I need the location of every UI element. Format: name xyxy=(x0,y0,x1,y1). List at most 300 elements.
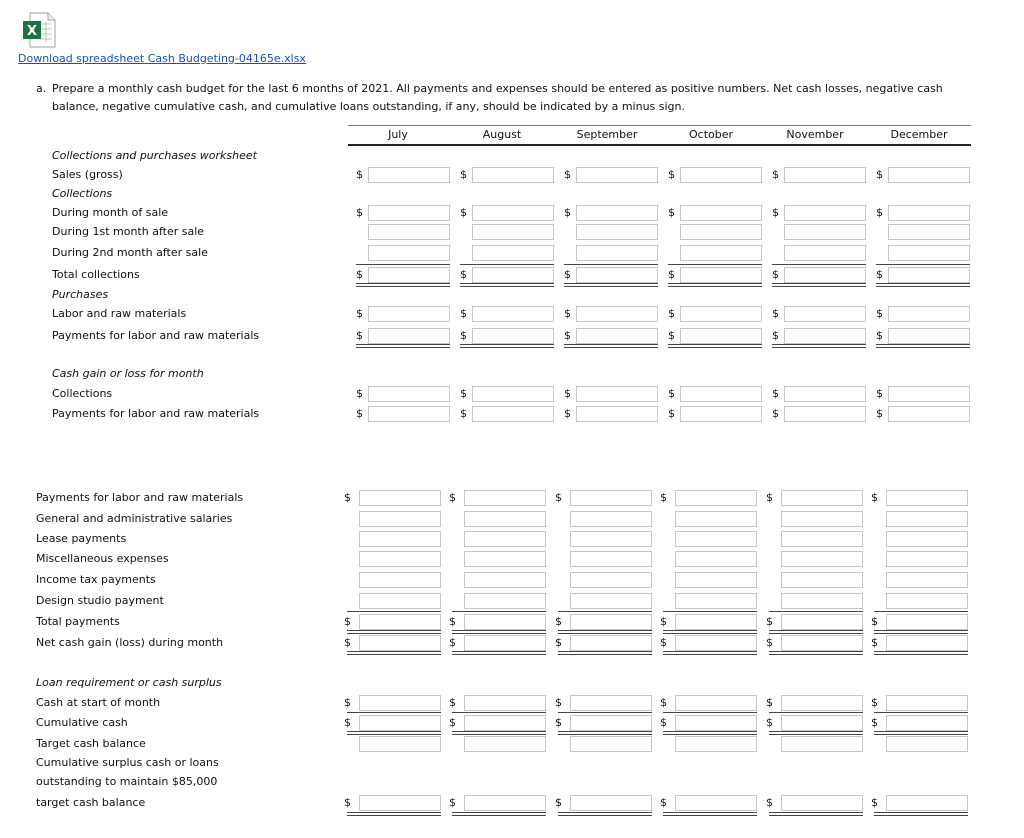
dollar-sign: $ xyxy=(871,491,878,504)
input-during-1st-month-after-sale-october[interactable] xyxy=(680,224,762,240)
input-collections-august[interactable] xyxy=(472,386,554,402)
dollar-sign: $ xyxy=(356,329,363,342)
cumulative-cash-rule xyxy=(769,731,863,732)
input-design-studio-payment-july[interactable] xyxy=(359,593,441,609)
dollar-sign: $ xyxy=(555,615,562,628)
net-cash-rule xyxy=(558,651,652,652)
row-label-cash-gain-or-loss-for-month: Cash gain or loss for month xyxy=(52,367,204,380)
input-target-cash-balance-september[interactable] xyxy=(570,736,652,752)
dollar-sign: $ xyxy=(564,387,571,400)
total-payments-rule-double xyxy=(874,633,968,634)
input-lease-payments-august[interactable] xyxy=(464,531,546,547)
input-collections-november[interactable] xyxy=(784,386,866,402)
input-target-cash-balance-august[interactable] xyxy=(464,795,546,811)
input-target-cash-balance-december[interactable] xyxy=(886,795,968,811)
input-miscellaneous-expenses-july[interactable] xyxy=(359,551,441,567)
total-payments-rule xyxy=(769,630,863,631)
input-total-payments-november[interactable] xyxy=(781,614,863,630)
dollar-sign: $ xyxy=(449,615,456,628)
total-rule-top xyxy=(460,283,554,284)
input-cumulative-cash-december[interactable] xyxy=(886,715,968,731)
net-cash-rule-double xyxy=(874,654,968,655)
total-payments-rule xyxy=(663,630,757,631)
payments-rule-top-double xyxy=(876,347,970,348)
input-payments-for-labor-and-raw-materials-july[interactable] xyxy=(359,490,441,506)
total-rule-top-double xyxy=(460,286,554,287)
dollar-sign: $ xyxy=(356,407,363,420)
dollar-sign: $ xyxy=(668,268,675,281)
dollar-sign: $ xyxy=(555,696,562,709)
input-sales-gross-september[interactable] xyxy=(576,167,658,183)
input-collections-october[interactable] xyxy=(680,386,762,402)
input-cash-at-start-of-month-october[interactable] xyxy=(675,695,757,711)
dollar-sign: $ xyxy=(876,268,883,281)
row-label-outstanding-to-maintain-85-000: outstanding to maintain $85,000 xyxy=(36,775,218,788)
surplus-rule xyxy=(769,812,863,813)
payments-rule-top-double xyxy=(668,347,762,348)
surplus-rule xyxy=(663,812,757,813)
total-payments-rule-double xyxy=(347,633,441,634)
dollar-sign: $ xyxy=(876,329,883,342)
download-spreadsheet-link[interactable]: Download spreadsheet Cash Budgeting-04165e.xlsx xyxy=(18,52,306,65)
total-rule-top xyxy=(356,283,450,284)
input-target-cash-balance-october[interactable] xyxy=(675,736,757,752)
column-header-july: July xyxy=(388,128,408,141)
input-collections-september[interactable] xyxy=(576,386,658,402)
input-sales-gross-november[interactable] xyxy=(784,167,866,183)
cumulative-cash-rule xyxy=(452,731,546,732)
input-payments-for-labor-and-raw-materials-november[interactable] xyxy=(784,328,866,344)
input-lease-payments-september[interactable] xyxy=(570,531,652,547)
dollar-sign: $ xyxy=(668,407,675,420)
row-label-total-payments: Total payments xyxy=(36,615,120,628)
input-general-and-administrative-salaries-september[interactable] xyxy=(570,511,652,527)
dollar-sign: $ xyxy=(555,716,562,729)
row-label-income-tax-payments: Income tax payments xyxy=(36,573,156,586)
total-rule-top xyxy=(668,283,762,284)
input-design-studio-payment-october[interactable] xyxy=(675,593,757,609)
input-payments-for-labor-and-raw-materials-august[interactable] xyxy=(472,328,554,344)
cumulative-cash-rule-double xyxy=(874,734,968,735)
input-target-cash-balance-july[interactable] xyxy=(359,795,441,811)
cumulative-cash-rule xyxy=(558,731,652,732)
net-cash-rule-double xyxy=(769,654,863,655)
net-cash-rule-double xyxy=(558,654,652,655)
row-label-purchases: Purchases xyxy=(52,288,109,301)
dollar-sign: $ xyxy=(766,636,773,649)
subtotal-rule-bottom xyxy=(347,611,441,612)
row-label-collections: Collections xyxy=(52,387,113,400)
input-general-and-administrative-salaries-december[interactable] xyxy=(886,511,968,527)
dollar-sign: $ xyxy=(772,407,779,420)
net-cash-rule xyxy=(769,651,863,652)
input-sales-gross-october[interactable] xyxy=(680,167,762,183)
dollar-sign: $ xyxy=(460,168,467,181)
input-payments-for-labor-and-raw-materials-august[interactable] xyxy=(472,406,554,422)
input-during-month-of-sale-july[interactable] xyxy=(368,205,450,221)
input-payments-for-labor-and-raw-materials-december[interactable] xyxy=(888,328,970,344)
input-during-month-of-sale-december[interactable] xyxy=(888,205,970,221)
dollar-sign: $ xyxy=(555,491,562,504)
input-cash-at-start-of-month-december[interactable] xyxy=(886,695,968,711)
input-payments-for-labor-and-raw-materials-july[interactable] xyxy=(368,406,450,422)
input-total-collections-august[interactable] xyxy=(472,267,554,283)
row-label-miscellaneous-expenses: Miscellaneous expenses xyxy=(36,552,169,565)
input-design-studio-payment-september[interactable] xyxy=(570,593,652,609)
total-rule-top-double xyxy=(772,286,866,287)
input-general-and-administrative-salaries-august[interactable] xyxy=(464,511,546,527)
input-design-studio-payment-august[interactable] xyxy=(464,593,546,609)
surplus-rule-double xyxy=(874,815,968,816)
input-payments-for-labor-and-raw-materials-october[interactable] xyxy=(675,490,757,506)
surplus-rule-double xyxy=(558,815,652,816)
dollar-sign: $ xyxy=(668,168,675,181)
excel-icon[interactable] xyxy=(22,12,56,48)
input-during-2nd-month-after-sale-september[interactable] xyxy=(576,245,658,261)
dollar-sign: $ xyxy=(449,636,456,649)
dollar-sign: $ xyxy=(871,716,878,729)
input-target-cash-balance-october[interactable] xyxy=(675,795,757,811)
input-lease-payments-december[interactable] xyxy=(886,531,968,547)
input-income-tax-payments-july[interactable] xyxy=(359,572,441,588)
cash-start-rule xyxy=(769,712,863,713)
row-label-collections-and-purchases-worksheet: Collections and purchases worksheet xyxy=(52,149,257,162)
input-cumulative-cash-september[interactable] xyxy=(570,715,652,731)
input-miscellaneous-expenses-december[interactable] xyxy=(886,551,968,567)
cumulative-cash-rule xyxy=(663,731,757,732)
input-payments-for-labor-and-raw-materials-november[interactable] xyxy=(784,406,866,422)
dollar-sign: $ xyxy=(449,796,456,809)
row-label-payments-for-labor-and-raw-materials: Payments for labor and raw materials xyxy=(52,407,260,420)
row-label-during-month-of-sale: During month of sale xyxy=(52,206,169,219)
input-miscellaneous-expenses-november[interactable] xyxy=(781,551,863,567)
input-design-studio-payment-november[interactable] xyxy=(781,593,863,609)
input-target-cash-balance-august[interactable] xyxy=(464,736,546,752)
row-label-cumulative-surplus-cash-or-loans: Cumulative surplus cash or loans xyxy=(36,756,219,769)
payments-rule-top xyxy=(876,344,970,345)
total-rule-top-double xyxy=(564,286,658,287)
table-top-rule xyxy=(348,125,971,126)
payments-rule-top-double xyxy=(356,347,450,348)
dollar-sign: $ xyxy=(871,615,878,628)
surplus-rule xyxy=(452,812,546,813)
dollar-sign: $ xyxy=(356,307,363,320)
surplus-rule-double xyxy=(452,815,546,816)
total-payments-rule-double xyxy=(663,633,757,634)
payments-rule-top-double xyxy=(564,347,658,348)
input-income-tax-payments-september[interactable] xyxy=(570,572,652,588)
input-during-1st-month-after-sale-november[interactable] xyxy=(784,224,866,240)
input-during-1st-month-after-sale-july[interactable] xyxy=(368,224,450,240)
column-header-december: December xyxy=(890,128,948,141)
payments-rule-top xyxy=(564,344,658,345)
cumulative-cash-rule-double xyxy=(769,734,863,735)
subtotal-rule-top xyxy=(460,264,554,265)
input-total-collections-december[interactable] xyxy=(888,267,970,283)
total-payments-rule xyxy=(452,630,546,631)
input-net-cash-gain-loss-during-month-september[interactable] xyxy=(570,635,652,651)
dollar-sign: $ xyxy=(876,307,883,320)
input-labor-and-raw-materials-july[interactable] xyxy=(368,306,450,322)
input-net-cash-gain-loss-during-month-august[interactable] xyxy=(464,635,546,651)
column-header-september: September xyxy=(576,128,638,141)
input-net-cash-gain-loss-during-month-october[interactable] xyxy=(675,635,757,651)
input-target-cash-balance-november[interactable] xyxy=(781,795,863,811)
row-label-general-and-administrative-salaries: General and administrative salaries xyxy=(36,512,233,525)
input-payments-for-labor-and-raw-materials-july[interactable] xyxy=(368,328,450,344)
payments-rule-top xyxy=(356,344,450,345)
dollar-sign: $ xyxy=(668,387,675,400)
dollar-sign: $ xyxy=(766,491,773,504)
cumulative-cash-rule xyxy=(347,731,441,732)
input-lease-payments-october[interactable] xyxy=(675,531,757,547)
total-payments-rule-double xyxy=(558,633,652,634)
input-collections-july[interactable] xyxy=(368,386,450,402)
input-labor-and-raw-materials-december[interactable] xyxy=(888,306,970,322)
dollar-sign: $ xyxy=(460,329,467,342)
dollar-sign: $ xyxy=(660,491,667,504)
row-label-sales-gross: Sales (gross) xyxy=(52,168,123,181)
input-during-2nd-month-after-sale-december[interactable] xyxy=(888,245,970,261)
input-total-payments-december[interactable] xyxy=(886,614,968,630)
dollar-sign: $ xyxy=(668,206,675,219)
subtotal-rule-bottom xyxy=(452,611,546,612)
input-during-month-of-sale-november[interactable] xyxy=(784,205,866,221)
instruction-tag: a. xyxy=(36,82,47,95)
cash-start-rule xyxy=(558,712,652,713)
instruction xyxy=(36,80,966,116)
dollar-sign: $ xyxy=(344,615,351,628)
input-total-payments-october[interactable] xyxy=(675,614,757,630)
subtotal-rule-bottom xyxy=(558,611,652,612)
surplus-rule xyxy=(558,812,652,813)
row-label-during-1st-month-after-sale: During 1st month after sale xyxy=(52,225,205,238)
dollar-sign: $ xyxy=(772,268,779,281)
input-total-collections-september[interactable] xyxy=(576,267,658,283)
surplus-rule xyxy=(874,812,968,813)
column-header-november: November xyxy=(786,128,844,141)
input-during-2nd-month-after-sale-october[interactable] xyxy=(680,245,762,261)
cumulative-cash-rule-double xyxy=(663,734,757,735)
surplus-rule xyxy=(347,812,441,813)
input-income-tax-payments-november[interactable] xyxy=(781,572,863,588)
input-total-payments-september[interactable] xyxy=(570,614,652,630)
input-target-cash-balance-july[interactable] xyxy=(359,736,441,752)
row-label-total-collections: Total collections xyxy=(52,268,140,281)
dollar-sign: $ xyxy=(564,307,571,320)
input-payments-for-labor-and-raw-materials-december[interactable] xyxy=(886,490,968,506)
subtotal-rule-top xyxy=(772,264,866,265)
dollar-sign: $ xyxy=(871,636,878,649)
excel-icon-letter: X xyxy=(26,24,38,39)
input-during-2nd-month-after-sale-august[interactable] xyxy=(472,245,554,261)
dollar-sign: $ xyxy=(871,796,878,809)
row-label-during-2nd-month-after-sale: During 2nd month after sale xyxy=(52,246,208,259)
dollar-sign: $ xyxy=(876,206,883,219)
row-label-lease-payments: Lease payments xyxy=(36,532,127,545)
dollar-sign: $ xyxy=(460,307,467,320)
dollar-sign: $ xyxy=(564,329,571,342)
total-rule-top xyxy=(564,283,658,284)
cash-start-rule xyxy=(347,712,441,713)
input-total-collections-july[interactable] xyxy=(368,267,450,283)
input-total-payments-july[interactable] xyxy=(359,614,441,630)
input-labor-and-raw-materials-november[interactable] xyxy=(784,306,866,322)
input-sales-gross-july[interactable] xyxy=(368,167,450,183)
payments-rule-top xyxy=(460,344,554,345)
input-payments-for-labor-and-raw-materials-december[interactable] xyxy=(888,406,970,422)
dollar-sign: $ xyxy=(876,407,883,420)
row-label-cash-at-start-of-month: Cash at start of month xyxy=(36,696,161,709)
net-cash-rule xyxy=(663,651,757,652)
dollar-sign: $ xyxy=(766,696,773,709)
dollar-sign: $ xyxy=(766,716,773,729)
input-general-and-administrative-salaries-july[interactable] xyxy=(359,511,441,527)
row-label-target-cash-balance: Target cash balance xyxy=(36,737,146,750)
input-payments-for-labor-and-raw-materials-october[interactable] xyxy=(680,406,762,422)
instruction-text: Prepare a monthly cash budget for the last 6 months of 2021. All payments and expenses should be entered as positive numbers. Net cash losses, negative cash balance, negative cumulative cash, and cumulative loans outstanding, if any, should be indicated by a minus sign. xyxy=(52,82,943,113)
input-payments-for-labor-and-raw-materials-august[interactable] xyxy=(464,490,546,506)
input-net-cash-gain-loss-during-month-november[interactable] xyxy=(781,635,863,651)
dollar-sign: $ xyxy=(555,796,562,809)
input-cash-at-start-of-month-august[interactable] xyxy=(464,695,546,711)
input-net-cash-gain-loss-during-month-december[interactable] xyxy=(886,635,968,651)
dollar-sign: $ xyxy=(460,387,467,400)
input-during-1st-month-after-sale-september[interactable] xyxy=(576,224,658,240)
dollar-sign: $ xyxy=(564,206,571,219)
cumulative-cash-rule-double xyxy=(558,734,652,735)
input-during-month-of-sale-september[interactable] xyxy=(576,205,658,221)
dollar-sign: $ xyxy=(344,636,351,649)
subtotal-rule-top xyxy=(668,264,762,265)
dollar-sign: $ xyxy=(772,387,779,400)
net-cash-rule xyxy=(452,651,546,652)
column-header-october: October xyxy=(688,128,734,141)
dollar-sign: $ xyxy=(460,407,467,420)
subtotal-rule-bottom xyxy=(663,611,757,612)
payments-rule-top-double xyxy=(460,347,554,348)
dollar-sign: $ xyxy=(449,696,456,709)
row-label-loan-requirement-or-cash-surplus: Loan requirement or cash surplus xyxy=(36,676,222,689)
input-target-cash-balance-december[interactable] xyxy=(886,736,968,752)
dollar-sign: $ xyxy=(668,307,675,320)
dollar-sign: $ xyxy=(344,696,351,709)
input-design-studio-payment-december[interactable] xyxy=(886,593,968,609)
input-sales-gross-august[interactable] xyxy=(472,167,554,183)
input-target-cash-balance-november[interactable] xyxy=(781,736,863,752)
input-collections-december[interactable] xyxy=(888,386,970,402)
header-rule xyxy=(348,144,971,146)
dollar-sign: $ xyxy=(356,268,363,281)
total-rule-top-double xyxy=(876,286,970,287)
input-during-month-of-sale-august[interactable] xyxy=(472,205,554,221)
input-payments-for-labor-and-raw-materials-september[interactable] xyxy=(576,328,658,344)
input-miscellaneous-expenses-august[interactable] xyxy=(464,551,546,567)
input-payments-for-labor-and-raw-materials-september[interactable] xyxy=(570,490,652,506)
input-income-tax-payments-august[interactable] xyxy=(464,572,546,588)
input-total-payments-august[interactable] xyxy=(464,614,546,630)
total-payments-rule xyxy=(558,630,652,631)
input-general-and-administrative-salaries-october[interactable] xyxy=(675,511,757,527)
subtotal-rule-bottom xyxy=(874,611,968,612)
dollar-sign: $ xyxy=(660,615,667,628)
subtotal-rule-top xyxy=(356,264,450,265)
input-cumulative-cash-november[interactable] xyxy=(781,715,863,731)
input-total-collections-november[interactable] xyxy=(784,267,866,283)
input-cumulative-cash-august[interactable] xyxy=(464,715,546,731)
input-income-tax-payments-december[interactable] xyxy=(886,572,968,588)
input-cumulative-cash-october[interactable] xyxy=(675,715,757,731)
total-payments-rule xyxy=(347,630,441,631)
input-total-collections-october[interactable] xyxy=(680,267,762,283)
input-cash-at-start-of-month-september[interactable] xyxy=(570,695,652,711)
dollar-sign: $ xyxy=(772,329,779,342)
dollar-sign: $ xyxy=(344,796,351,809)
surplus-rule-double xyxy=(347,815,441,816)
input-during-2nd-month-after-sale-july[interactable] xyxy=(368,245,450,261)
dollar-sign: $ xyxy=(344,716,351,729)
input-labor-and-raw-materials-september[interactable] xyxy=(576,306,658,322)
input-payments-for-labor-and-raw-materials-november[interactable] xyxy=(781,490,863,506)
input-income-tax-payments-october[interactable] xyxy=(675,572,757,588)
input-labor-and-raw-materials-august[interactable] xyxy=(472,306,554,322)
net-cash-rule-double xyxy=(347,654,441,655)
input-labor-and-raw-materials-october[interactable] xyxy=(680,306,762,322)
total-rule-top-double xyxy=(668,286,762,287)
dollar-sign: $ xyxy=(668,329,675,342)
input-cash-at-start-of-month-july[interactable] xyxy=(359,695,441,711)
subtotal-rule-top xyxy=(876,264,970,265)
input-cash-at-start-of-month-november[interactable] xyxy=(781,695,863,711)
input-during-1st-month-after-sale-december[interactable] xyxy=(888,224,970,240)
row-label-collections: Collections xyxy=(52,187,113,200)
net-cash-rule-double xyxy=(663,654,757,655)
net-cash-rule xyxy=(874,651,968,652)
input-general-and-administrative-salaries-november[interactable] xyxy=(781,511,863,527)
input-sales-gross-december[interactable] xyxy=(888,167,970,183)
input-cumulative-cash-july[interactable] xyxy=(359,715,441,731)
total-rule-top xyxy=(876,283,970,284)
cash-start-rule xyxy=(874,712,968,713)
dollar-sign: $ xyxy=(564,407,571,420)
input-lease-payments-july[interactable] xyxy=(359,531,441,547)
dollar-sign: $ xyxy=(555,636,562,649)
input-target-cash-balance-september[interactable] xyxy=(570,795,652,811)
cumulative-cash-rule-double xyxy=(347,734,441,735)
dollar-sign: $ xyxy=(460,206,467,219)
dollar-sign: $ xyxy=(871,696,878,709)
row-label-target-cash-balance: target cash balance xyxy=(36,796,146,809)
row-label-cumulative-cash: Cumulative cash xyxy=(36,716,128,729)
input-during-month-of-sale-october[interactable] xyxy=(680,205,762,221)
input-payments-for-labor-and-raw-materials-october[interactable] xyxy=(680,328,762,344)
subtotal-rule-top xyxy=(564,264,658,265)
dollar-sign: $ xyxy=(564,268,571,281)
input-during-1st-month-after-sale-august[interactable] xyxy=(472,224,554,240)
input-lease-payments-november[interactable] xyxy=(781,531,863,547)
input-net-cash-gain-loss-during-month-july[interactable] xyxy=(359,635,441,651)
dollar-sign: $ xyxy=(449,491,456,504)
cash-start-rule xyxy=(663,712,757,713)
input-during-2nd-month-after-sale-november[interactable] xyxy=(784,245,866,261)
net-cash-rule xyxy=(347,651,441,652)
input-miscellaneous-expenses-october[interactable] xyxy=(675,551,757,567)
dollar-sign: $ xyxy=(660,636,667,649)
input-payments-for-labor-and-raw-materials-september[interactable] xyxy=(576,406,658,422)
dollar-sign: $ xyxy=(449,716,456,729)
dollar-sign: $ xyxy=(876,168,883,181)
input-miscellaneous-expenses-september[interactable] xyxy=(570,551,652,567)
